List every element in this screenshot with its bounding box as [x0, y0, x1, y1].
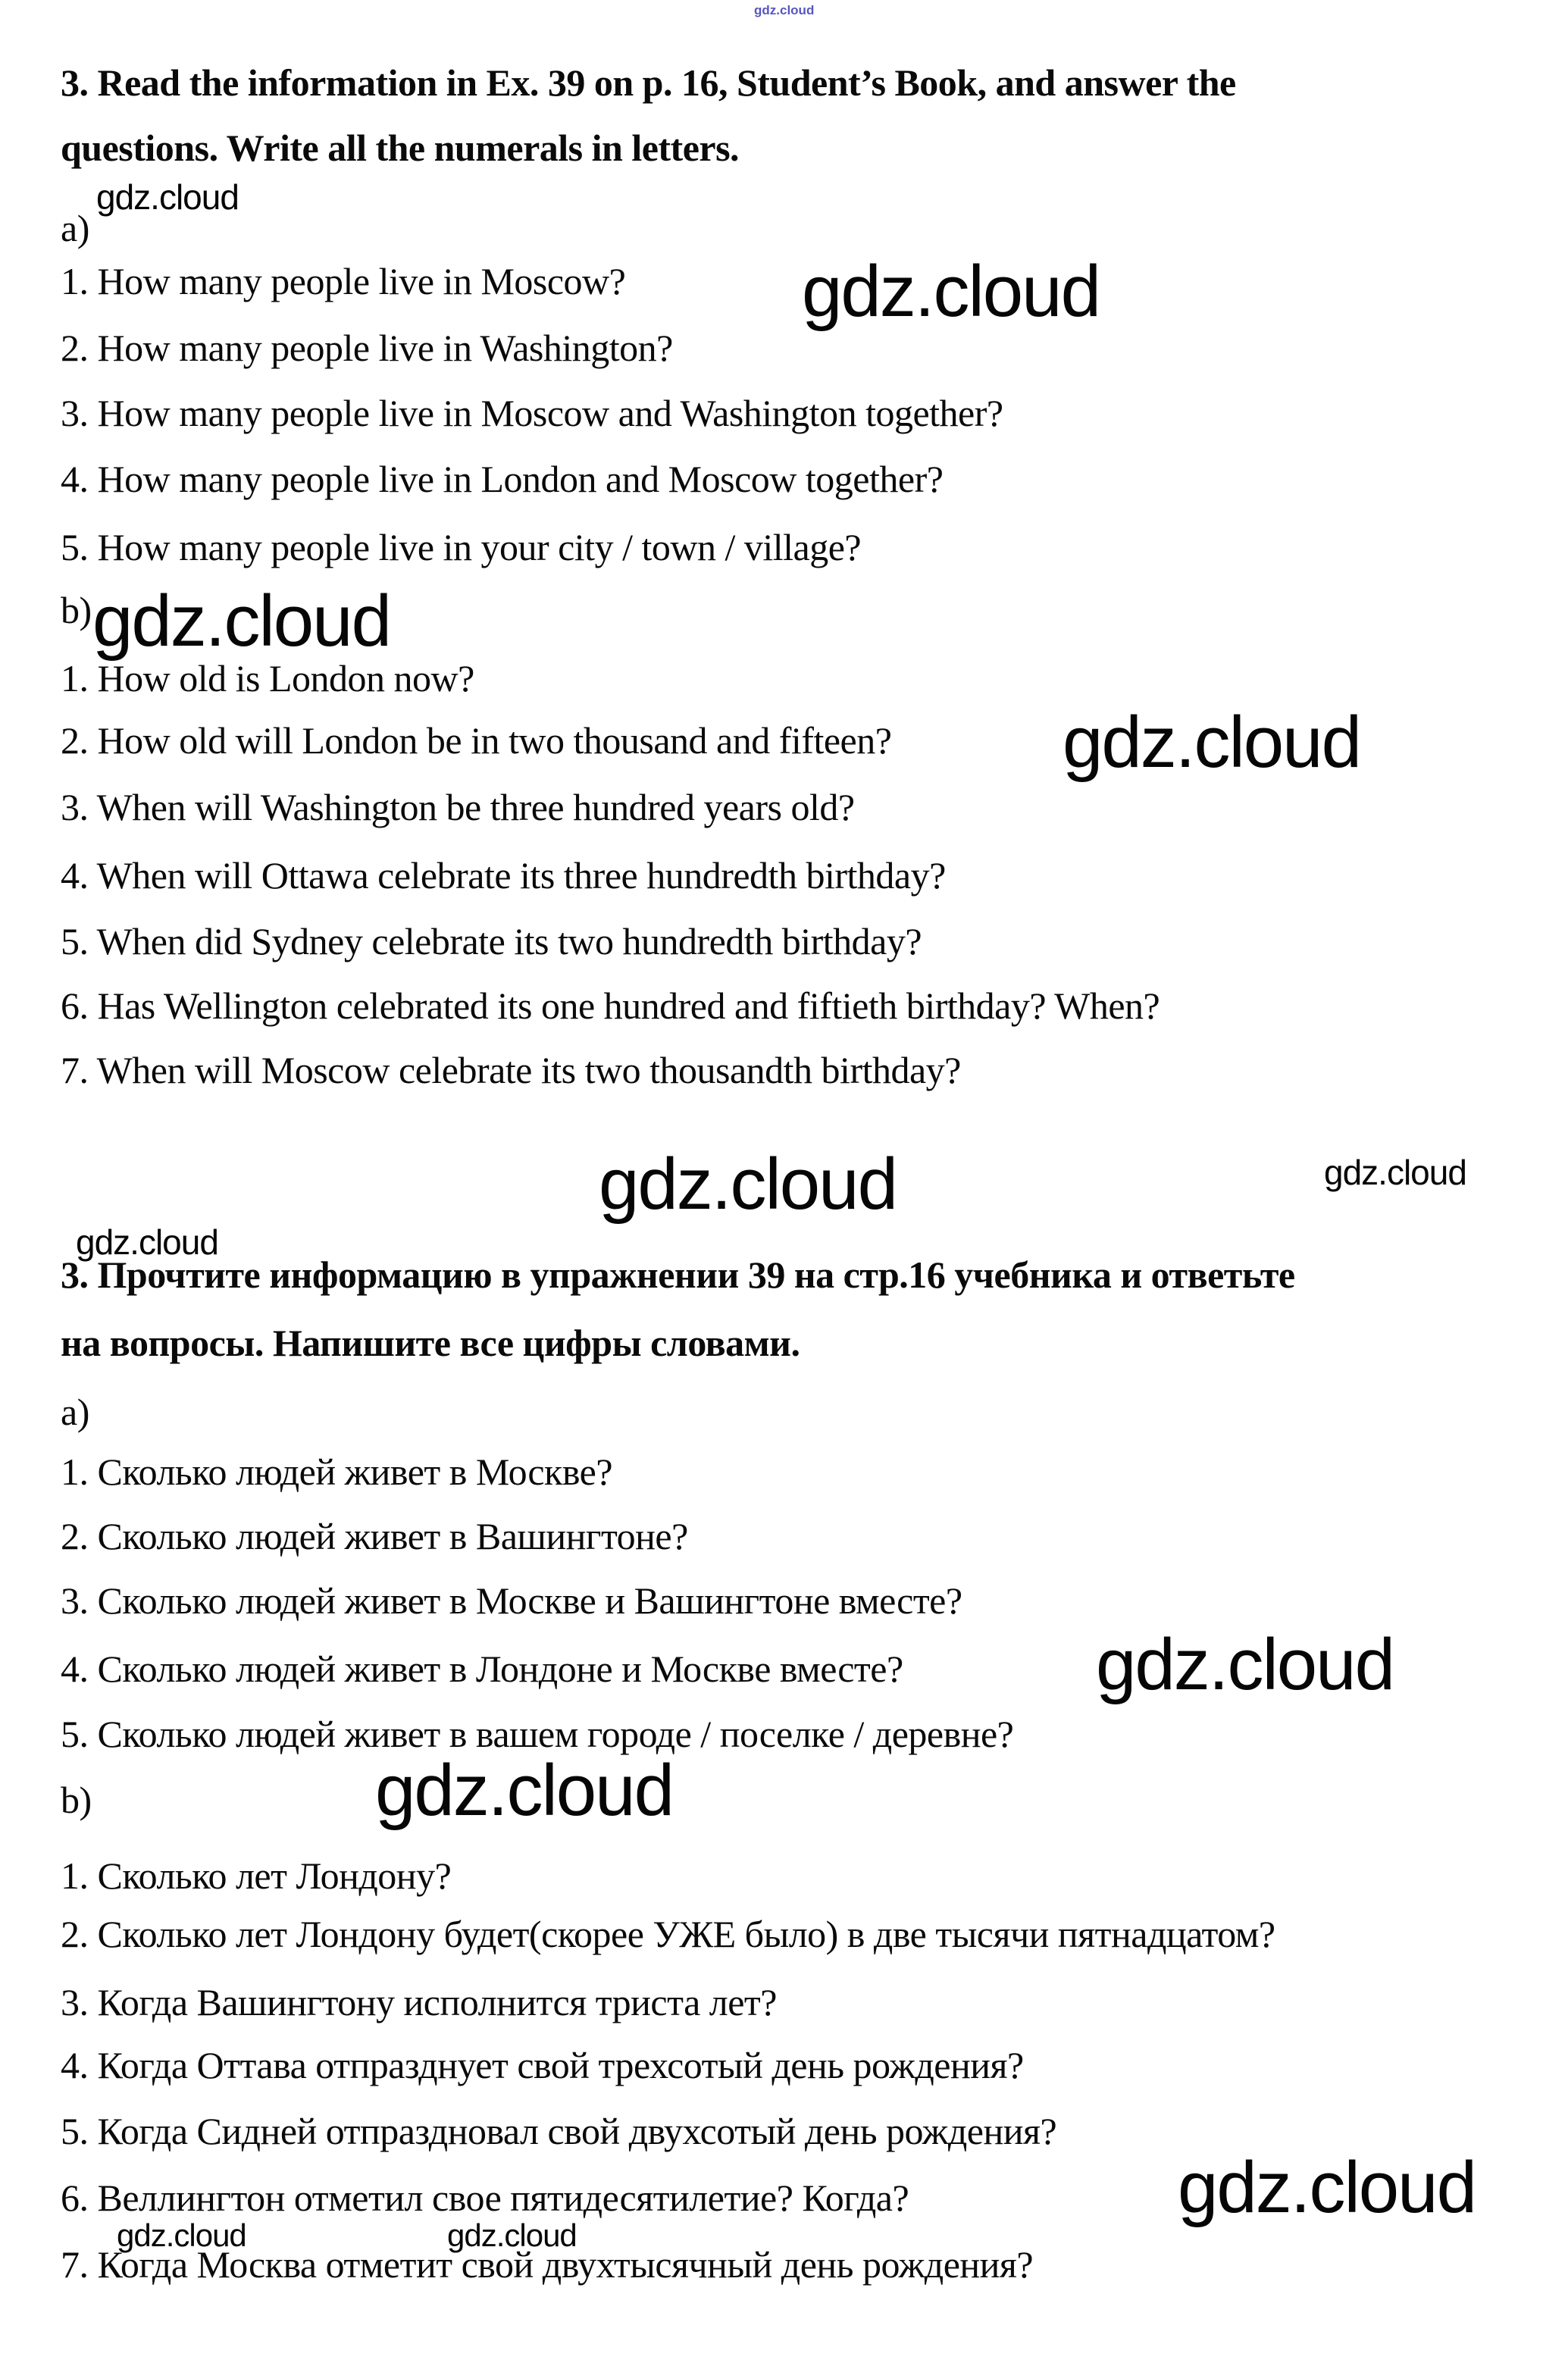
question-en-a-5: 5. How many people live in your city / town / village? [61, 526, 862, 568]
question-en-b-5: 5. When did Sydney celebrate its two hundredth birthday? [61, 920, 922, 962]
question-ru-a-4: 4. Сколько людей живет в Лондоне и Москве вместе? [61, 1648, 903, 1690]
question-ru-b-4: 4. Когда Оттава отпразднует свой трехсотый день рождения? [61, 2044, 1024, 2086]
part-a-label-en: a) [61, 207, 89, 249]
question-en-b-6: 6. Has Wellington celebrated its one hundred and fiftieth birthday? When? [61, 984, 1160, 1027]
watermark-gdz-cloud-en-a1: gdz.cloud [802, 251, 1100, 332]
watermark-gdz-cloud-after-a: gdz.cloud [96, 177, 239, 217]
watermark-gdz-cloud-bottom-center: gdz.cloud [447, 2217, 577, 2253]
question-en-b-3: 3. When will Washington be three hundred years old? [61, 786, 855, 828]
watermark-gdz-cloud-ru-b6: gdz.cloud [1178, 2147, 1476, 2228]
watermark-gdz-cloud-en-b: gdz.cloud [92, 581, 390, 662]
question-ru-a-2: 2. Сколько людей живет в Вашингтоне? [61, 1515, 688, 1557]
question-ru-b-1: 1. Сколько лет Лондону? [61, 1854, 452, 1897]
question-ru-b-6: 6. Веллингтон отметил свое пятидесятилетие? Когда? [61, 2177, 909, 2219]
watermark-gdz-cloud-ru-a4: gdz.cloud [1096, 1624, 1394, 1705]
exercise-en-heading-line2: questions. Write all the numerals in letters. [61, 127, 740, 169]
question-en-b-4: 4. When will Ottawa celebrate its three hundredth birthday? [61, 854, 946, 897]
watermark-gdz-cloud-bottom-left: gdz.cloud [117, 2217, 246, 2253]
question-en-b-7: 7. When will Moscow celebrate its two thousandth birthday? [61, 1049, 961, 1091]
question-en-a-3: 3. How many people live in Moscow and Washington together? [61, 392, 1003, 434]
watermark-gdz-cloud-ru-b: gdz.cloud [375, 1750, 673, 1831]
question-en-a-4: 4. How many people live in London and Moscow together? [61, 458, 944, 500]
question-en-a-1: 1. How many people live in Moscow? [61, 260, 626, 302]
exercise-ru-heading-line1: 3. Прочтите информацию в упражнении 39 на стр.16 учебника и ответьте [61, 1253, 1295, 1296]
exercise-ru-heading-line2: на вопросы. Напишите все цифры словами. [61, 1322, 800, 1364]
watermark-gdz-cloud-top: gdz.cloud [754, 3, 815, 17]
part-b-label-ru: b) [61, 1779, 92, 1821]
question-ru-b-7: 7. Когда Москва отметит свой двухтысячный день рождения? [61, 2243, 1034, 2286]
watermark-gdz-cloud-right: gdz.cloud [1324, 1153, 1466, 1192]
question-ru-a-1: 1. Сколько людей живет в Москве? [61, 1451, 613, 1493]
part-a-label-ru: a) [61, 1391, 89, 1433]
question-ru-b-5: 5. Когда Сидней отпраздновал свой двухсотый день рождения? [61, 2110, 1057, 2152]
question-ru-b-2: 2. Сколько лет Лондону будет(скорее УЖЕ было) в две тысячи пятнадцатом? [61, 1913, 1275, 1955]
watermark-gdz-cloud-en-b2: gdz.cloud [1063, 702, 1360, 783]
question-ru-b-3: 3. Когда Вашингтону исполнится триста лет? [61, 1981, 777, 2023]
question-ru-a-3: 3. Сколько людей живет в Москве и Вашингтоне вместе? [61, 1579, 962, 1622]
question-en-a-2: 2. How many people live in Washington? [61, 327, 673, 369]
question-ru-a-5: 5. Сколько людей живет в вашем городе / поселке / деревне? [61, 1713, 1014, 1755]
watermark-gdz-cloud-center: gdz.cloud [599, 1144, 897, 1225]
exercise-en-heading-line1: 3. Read the information in Ex. 39 on p. 16, Student’s Book, and answer the [61, 61, 1236, 104]
part-b-label-en: b) [61, 589, 92, 631]
question-en-b-2: 2. How old will London be in two thousand and fifteen? [61, 719, 892, 762]
watermark-gdz-cloud-left: gdz.cloud [76, 1222, 218, 1262]
question-en-b-1: 1. How old is London now? [61, 657, 474, 699]
